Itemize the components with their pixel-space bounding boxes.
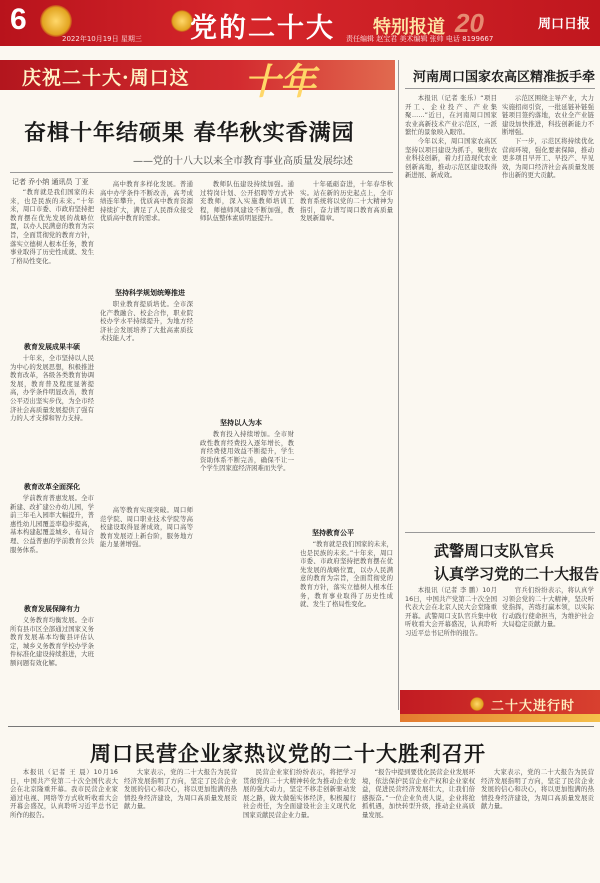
divider	[10, 172, 393, 173]
paragraph: 高等教育实现突破。周口师范学院、周口职业技术学院等高校建设取得显著成效，周口高等教育发展迈上新台阶，服务地方能力显著增强。	[100, 506, 193, 549]
section-subtitle: 特别报道	[373, 17, 445, 38]
paragraph: 本报讯（记者 张乐）“项目开工、企业投产、产业集聚……”近日，在河南周口国家农业高新技术产业示范区，一派繁忙的景象映入眼帘。	[405, 94, 497, 137]
section-title: 党的二十大	[190, 13, 335, 44]
strip-wave	[400, 714, 600, 722]
main-column-4	[300, 180, 393, 520]
paragraph: 本报讯（记者 李 鹏）10月16日，中国共产党第二十次全国代表大会在北京人民大会堂隆重开幕。武警周口支队官兵集中收听收看大会开幕盛况，认真聆听习近平总书记所作的报告。	[405, 586, 497, 637]
right-column-2	[502, 94, 594, 524]
paragraph: 义务教育均衡发展。全市所有县市区全部通过国家义务教育发展基本均衡县评估认定，城乡义务教育学校办学条件标准化建设持续推进，大班额问题有效化解。	[10, 616, 94, 667]
paper-name: 周口日报	[538, 17, 591, 32]
main-headline: 奋楫十年结硕果 春华秋实香满园	[24, 120, 355, 146]
strip-text: 二十大进行时	[491, 699, 576, 714]
paragraph: 教师队伍建设持续加强。通过特岗计划、公开招聘等方式补充教师，深入实施教师培训工程，师德师风建设不断加强，教师队伍整体素质明显提升。	[200, 180, 294, 223]
mid-headline-line1: 武警周口支队官兵	[434, 542, 555, 560]
mid-column-2	[502, 586, 594, 686]
paragraph: 大家表示，党的二十大报告为民营经济发展指明了方向，坚定了民营企业发展的信心和决心，将以更加饱满的热情投身经济建设，为周口高质量发展贡献力量。	[124, 768, 237, 811]
feature-banner-big: 十年	[244, 61, 317, 103]
divider	[405, 532, 595, 533]
paragraph: 官兵们纷纷表示，将认真学习领会党的二十大精神，坚决听党指挥，苦练打赢本领，以实际行动践行使命担当，为维护社会大局稳定贡献力量。	[502, 586, 594, 629]
strip-emblem-icon	[470, 697, 484, 711]
section-head: 坚持科学规划统筹推进	[115, 289, 185, 297]
column-divider	[398, 60, 399, 710]
party-emblem-icon	[40, 5, 72, 37]
bottom-column-2	[124, 768, 237, 878]
bottom-column-4	[362, 768, 475, 878]
paragraph: 民营企业家们纷纷表示，将把学习贯彻党的二十大精神转化为推动企业发展的强大动力，坚定不移走创新驱动发展之路，做大做强实体经济，积极履行社会责任，为全面建设社会主义现代化国家贡献民营企业力量。	[243, 768, 356, 819]
main-column-1c	[10, 494, 94, 594]
main-column-2c	[100, 506, 193, 706]
paragraph: 十年砥砺奋进，十年春华秋实。站在新的历史起点上，全市教育系统将以党的二十大精神为指引，奋力谱写周口教育高质量发展新篇章。	[300, 180, 393, 223]
paragraph: 职业教育提质培优。全市深化产教融合、校企合作，职业院校办学水平持续提升，为地方经济社会发展培养了大批高素质技术技能人才。	[100, 300, 193, 343]
main-column-1b	[10, 354, 94, 474]
paragraph: “教育就是我们国家的未来，也是民族的未来。”十年来，周口市委、市政府坚持把教育摆在优先发展的战略位置，以办人民满意的教育为宗旨，全面贯彻党的教育方针，落实立德树人根本任务，教育事业取得了历史性成就、发生了格局性变化。	[10, 188, 94, 265]
bottom-headline: 周口民营企业家热议党的二十大胜利召开	[90, 741, 486, 766]
paragraph: 大家表示，党的二十大报告为民营经济发展指明了方向，坚定了民营企业发展的信心和决心，将以更加饱满的热情投身经济建设，为周口高质量发展贡献力量。	[481, 768, 594, 811]
section-head: 坚持教育公平	[312, 529, 354, 537]
paragraph: 教育投入持续增加。全市财政性教育经费投入逐年增长，教育经费使用效益不断提升，学生资助体系不断完善，确保不让一个学生因家庭经济困难而失学。	[200, 430, 294, 473]
mid-column-1	[405, 586, 497, 686]
bottom-column-3	[243, 768, 356, 878]
main-column-2b	[100, 300, 193, 500]
paragraph: 十年来，全市坚持以人民为中心的发展思想，积极推进教育改革，各级各类教育协调发展，教育普及程度显著提高，办学条件明显改善，教育公平迈出坚实步伐，为全市经济社会高质量发展提供了强有力的人才支撑和智力支持。	[10, 354, 94, 423]
main-column-1d	[10, 616, 94, 706]
main-column-3b	[200, 430, 294, 706]
right-column-1	[405, 94, 497, 524]
main-column-2	[100, 180, 193, 280]
paragraph: “报告中提到要优化民营企业发展环境，依法保护民营企业产权和企业家权益，促进民营经济发展壮大，让我们倍感振奋。”一位企业负责人说，企业将抢抓机遇，加快转型升级，推动企业高质量发展。	[362, 768, 475, 819]
paragraph: 今年以来，周口国家农高区坚持以项目建设为抓手，聚焦农业科技创新，着力打造现代农业创新高地，推动示范区建设取得新进展、新成效。	[405, 136, 497, 180]
divider	[8, 726, 594, 727]
paragraph: 本报讯（记者 王 晨）10月16日，中国共产党第二十次全国代表大会在北京隆重开幕。我市民营企业家通过电视、网络等方式收听收看大会开幕会盛况，认真聆听习近平总书记所作的报告。	[10, 768, 118, 819]
main-column-1	[10, 188, 94, 338]
section-head: 教育发展成果丰硕	[24, 343, 80, 351]
feature-banner-text: 庆祝二十大·周口这	[22, 67, 190, 89]
byline: 记者 乔小纳 通讯员 丁亚	[12, 178, 89, 186]
paragraph: 下一步，示范区将持续优化营商环境，强化要素保障，推动更多项目早开工、早投产、早见效，为周口经济社会高质量发展作出新的更大贡献。	[502, 136, 594, 180]
right-headline: 河南周口国家农高区精准扳手牵	[413, 70, 596, 85]
editors-line: 责任编辑 赵宝君 美术编辑 张帅 电话 8199667	[346, 35, 494, 43]
twenty-decoration: 20	[455, 8, 484, 38]
main-column-4b	[300, 540, 393, 706]
paragraph: 学前教育普惠发展。全市新建、改扩建公办幼儿园，学前三年毛入园率大幅提升，普惠性幼儿园覆盖率稳步提高，基本构建起覆盖城乡、布局合理、公益普惠的学前教育公共服务体系。	[10, 494, 94, 554]
main-column-3	[200, 180, 294, 410]
section-head: 教育改革全面深化	[24, 483, 80, 491]
paragraph: “教育就是我们国家的未来，也是民族的未来。”十年来，周口市委、市政府坚持把教育摆在优先发展的战略位置，以办人民满意的教育为宗旨，全面贯彻党的教育方针，落实立德树人根本任务，教育事业取得了历史性成就、发生了格局性变化。	[300, 540, 393, 609]
bottom-column-5	[481, 768, 594, 878]
mid-headline-line2: 认真学习党的二十大报告	[434, 565, 600, 583]
main-subhead: ——党的十八大以来全市教育事业高质量发展综述	[133, 156, 353, 167]
issue-date: 2022年10月19日 星期三	[62, 35, 142, 43]
section-head: 教育发展保障有力	[24, 605, 80, 613]
section-head: 坚持以人为本	[220, 419, 262, 427]
paragraph: 示范区围绕主导产业，大力实施招商引资，一批延链补链强链项目签约落地，农业全产业链建设加快推进，科技创新能力不断增强。	[502, 94, 594, 137]
divider	[405, 88, 595, 89]
bottom-column-1	[10, 768, 118, 878]
paragraph: 高中教育多样化发展。普通高中办学条件不断改善，高考成绩连年攀升，优质高中教育资源持续扩大，满足了人民群众接受优质高中教育的需求。	[100, 180, 193, 223]
page-number: 6	[10, 3, 27, 36]
